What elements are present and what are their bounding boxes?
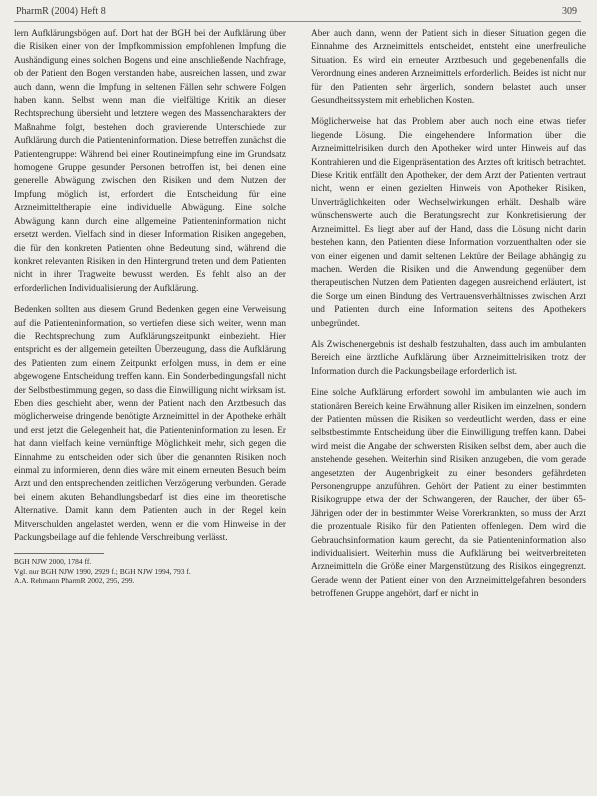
paragraph: Bedenken sollten aus diesem Grund Bedenken gegen eine Verweisung auf die Patienteninformation, so vertiefen diese sich weiter, wenn man die Rechtsprechung zum Aufklärungszeitpunkt einbezieht. Hier entspricht es der allgemein geteilten Überzeugung, dass die Aufklärung des Patienten zum einem Zeitpunkt erfolgen muss, in dem er eine abgewogene Entscheidung treffen kann. Ein Sonderbedingungsfall nicht der Selbstbestimmung gegen, so dass die Einwilligung nicht wirksam ist. Eben dies geschieht aber, wenn der Patient nach den Arztbesuch das möglicherweise dringende benötigte Arzneimittel in der Apotheke erhält und erst jetzt die Gelegenheit hat, die Patienteninformation zu lesen. Er hat dann vielfach keine vernünftige Möglichkeit mehr, sich gegen die Einnahme zu entscheiden oder sich über die genannten Risiken noch einmal zu informieren, denn dies wäre mit einem erneuten Besuch beim Arzt und den entsprechenden zeitlichen Verzögerung verbunden. Gerade bei einem akuten Behandlungsbedarf ist dies eine im theoretische Alternative. Damit kann dem Patienten auch in der Regel kein Mitverschulden angelastet werden, wenn er die vom Hinweise in der Packungsbeilage auf die fehlende Verschreibung verlässt. bbox=[14, 305, 286, 544]
footnote: Vgl. nur BGH NJW 1990, 2929 f.; BGH NJW 1994, 793 f. bbox=[14, 566, 191, 576]
paragraph: Eine solche Aufklärung erfordert sowohl im ambulanten wie auch im stationären Bereich keine Erwähnung aller Risiken im einzelnen, sondern der Patienten müssen die Risiken so verdeutlicht werden, dass er eine selbstbestimmte Entscheidung über die Einwilligung treffen kann. Dabei wird meist die Angabe der schwersten Risiken selbst dem, aber auch die anstehende gesehen. Weiterhin sind Risiken anzugeben, die vom gerade angesetzten der Augenbrigkeit zu einer besonders gefährdeten Personengruppe anzuführen. Gehört der Patient zu einer bestimmten Risikogruppe etwa der der Schwangeren, der Raucher, der über 65-Jährigen oder der in bestimmter Weise Vorerkrankten, so muss der Arzt die prozentuale Risiko für den Patienten offenlegen. Dem wird die Gebrauchsinformation kaum gerecht, da sie Patienteninformation also individualisiert. Weiterhin muss die Aufklärung bei weitverbreiteten Arzneimitteln die Größe einer Margenstützung des Risikos eingegrenzt. Gerade wenn der Patient einer von den Arzneimittelgefahren besonders betroffenen Gruppe angehört, darf er nicht in bbox=[311, 388, 586, 600]
left-column bbox=[14, 28, 286, 586]
running-header bbox=[16, 6, 577, 22]
journal-reference: PharmR (2004) Heft 8 bbox=[16, 6, 106, 17]
page-number: 309 bbox=[562, 6, 577, 17]
footnote: A.A. Rehmann PharmR 2002, 295, 299. bbox=[14, 576, 135, 586]
paragraph: Als Zwischenergebnis ist deshalb festzuhalten, dass auch im ambulanten Bereich eine ärztliche Aufklärung über Arzneimittelrisiken trotz der Information durch die Packungsbeilage erforderlich ist. bbox=[311, 339, 586, 377]
footnotes bbox=[14, 557, 286, 586]
footnote: BGH NJW 2000, 1784 ff. bbox=[14, 557, 92, 567]
paragraph: Aber auch dann, wenn der Patient sich in dieser Situation gegen die Einnahme des Arzneimittels entscheidet, entsteht eine unerfreuliche Situation. Es wird ein erneuter Arztbesuch und gegebenenfalls die Verordnung eines anderen Arzneimittels erforderlich. Beides ist nicht nur für den Patienten sehr ärgerlich, sondern belastet auch unser Gesundheitssystem mit erheblichen Kosten. bbox=[311, 29, 586, 107]
header-rule bbox=[14, 21, 581, 22]
right-column bbox=[311, 28, 586, 610]
footnote-rule bbox=[14, 553, 104, 554]
paragraph: lern Aufklärungsbögen auf. Dort hat der BGH bei der Aufklärung über die Risiken einer von der Impfkommission empfohlenen Impfung die Aushändigung eines solchen Bogens und eine anschließende Nachfrage, ob der Patient den Bogen verstanden habe, ausreichen lassen, und zwar auch dann, wenn die Impfung in seltenen Fällen sehr schwere Folgen haben kann. Selbst wenn man die vielfältige Kritik an dieser Rechtsprechung übersieht und letztere wegen des Massencharakters der Maßnahme folgt, bestehen doch gravierende Unterschiede zur Aufklärung durch die Patienteninformation. Diese betreffen zunächst die Patientengruppe: Während bei einer Routineimpfung eine im Grundsatz homogene Gruppe gesunder Personen betroffen ist, bei denen eine generelle Abwägung zwischen den Risiken und dem Nutzen der Impfung möglich ist, erfordert die Entscheidung für eine Arzneimitteltherapie eine individuelle Abwägung. Eine solche Abwägung kann durch eine allgemeine Patienteninformation nicht ersetzt werden. Vielfach sind in dieser Information Risiken angegeben, die für den konkreten Patienten ohne Bedeutung sind, während die konkret relevanten Risiken in den Hintergrund treten und dem Patienten nicht in ihrer Tragweite bewusst werden. Es fehlt also an der erforderlichen Individualisierung der Aufklärung. bbox=[14, 29, 286, 294]
paragraph: Möglicherweise hat das Problem aber auch noch eine etwas tiefer liegende Lösung. Die eingehendere Information über die Arzneimittelrisiken durch den Apotheker wird unter Hinweis auf das Kontrahieren und die Eigenpräsentation des Arztes oft kritisch betrachtet. Diese Kritik entfällt den Apotheker, der dem Arzt der Patienten vertraut nicht, wenn er einen gezielten Hinweis von Apotheker Risiken, Unverträglichkeiten oder Wechselwirkungen erhält. Deshalb wäre wünschenswerte auch die Beratungsrecht zur Konkretisierung der Arzneimittel. Es liegt aber auf der Hand, dass die Lösung nicht darin bestehen kann, den Patienten diese Information vorzuenthalten oder sie von einer eigenen und damit seltenen Lektüre der Beilage abhängig zu machen. Werden die Risiken und die Anwendung gegenüber dem therapeutischen Nutzen dem Patienten dagegen ausreichend erläutert, ist die Sorge um einen Bindung des Vertrauensverhältnisses zwischen Arzt und Patienten durch eine Information seitens des Apothekers unbegründet. bbox=[311, 117, 586, 329]
